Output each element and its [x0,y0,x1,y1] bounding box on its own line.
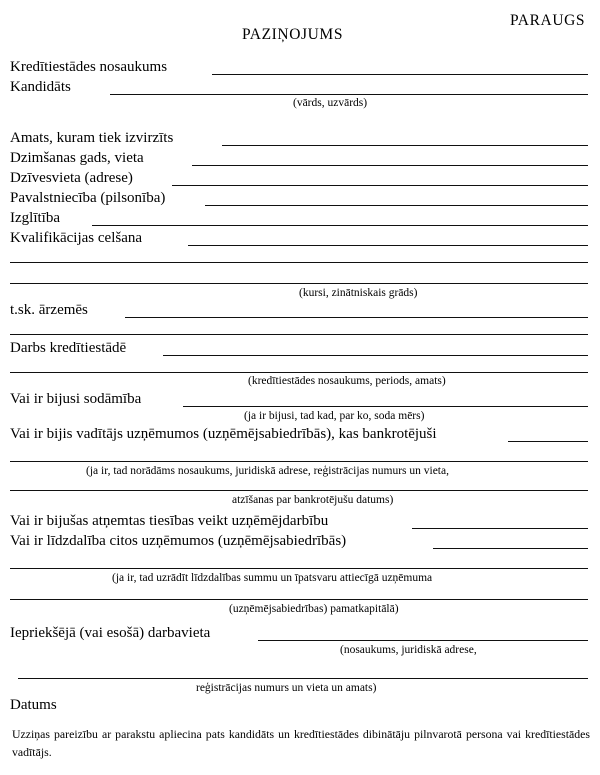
caption-participation-2: (uzņēmējsabiedrības) pamatkapitālā) [229,603,399,615]
input-institution-name[interactable] [212,74,588,75]
caption-previous-workplace-2: reģistrācijas numurs un vieta un amats) [196,682,377,694]
input-work-continued[interactable] [10,372,588,373]
label-bankrupt-manager: Vai ir bijis vadītājs uzņēmumos (uzņēmējsabiedrībās), kas bankrotējuši [10,426,437,442]
page-title: PAZIŅOJUMS [242,26,344,43]
input-candidate[interactable] [110,94,588,95]
label-residence: Dzīvesvieta (adrese) [10,170,133,186]
input-work-in-institution[interactable] [163,355,588,356]
label-abroad: t.sk. ārzemēs [10,302,88,318]
footer-statement: Uzziņas pareizību ar parakstu apliecina pats kandidāts un kredītiestādes dibinātāju pilnvarotā persona vai kredītiestādes vadītājs. [12,727,590,759]
sample-stamp: PARAUGS [510,12,586,29]
caption-previous-workplace-1: (nosaukums, juridiskā adrese, [340,644,477,656]
label-position-nominated: Amats, kuram tiek izvirzīts [10,130,174,146]
label-candidate: Kandidāts [10,79,71,95]
input-previous-workplace[interactable] [258,640,588,641]
label-institution-name: Kredītiestādes nosaukums [10,59,168,75]
input-residence[interactable] [172,185,588,186]
input-previous-workplace-continued[interactable] [18,678,588,679]
caption-criminal-record: (ja ir bijusi, tad kad, par ko, soda mērs) [244,410,425,422]
input-criminal-record[interactable] [183,406,588,407]
label-rights-revoked: Vai ir bijušas atņemtas tiesības veikt uzņēmējdarbību [10,513,329,529]
input-abroad[interactable] [125,317,588,318]
label-citizenship: Pavalstniecība (pilsonība) [10,190,166,206]
input-bankrupt-manager[interactable] [508,441,588,442]
label-work-in-institution: Darbs kredītiestādē [10,340,127,356]
caption-bankrupt-2: atzīšanas par bankrotējušu datums) [232,494,394,506]
input-education[interactable] [92,225,588,226]
label-birth-year-place: Dzimšanas gads, vieta [10,150,144,166]
label-date: Datums [10,697,57,713]
input-position-nominated[interactable] [222,145,588,146]
input-citizenship[interactable] [205,205,588,206]
label-criminal-record: Vai ir bijusi sodāmība [10,391,142,407]
caption-bankrupt-1: (ja ir, tad norādāms nosaukums, juridiskā adrese, reģistrācijas numurs un vieta, [86,465,449,477]
caption-candidate: (vārds, uzvārds) [293,97,368,109]
input-rights-revoked[interactable] [412,528,588,529]
input-abroad-continued[interactable] [10,334,588,335]
input-participation[interactable] [433,548,588,549]
caption-work: (kredītiestādes nosaukums, periods, amats) [248,375,446,387]
input-participation-continued-2[interactable] [10,599,588,600]
input-qualification-continued-2[interactable] [10,283,588,284]
caption-participation-1: (ja ir, tad uzrādīt līdzdalības summu un īpatsvaru attiecīgā uzņēmuma [112,572,433,584]
input-participation-continued-1[interactable] [10,568,588,569]
input-bankrupt-continued-1[interactable] [10,461,588,462]
label-education: Izglītība [10,210,60,226]
input-bankrupt-continued-2[interactable] [10,490,588,491]
label-previous-workplace: Iepriekšējā (vai esošā) darbavieta [10,625,211,641]
label-participation: Vai ir līdzdalība citos uzņēmumos (uzņēmējsabiedrībās) [10,533,347,549]
input-qualification[interactable] [188,245,588,246]
label-qualification: Kvalifikācijas celšana [10,230,143,246]
input-qualification-continued-1[interactable] [10,262,588,263]
caption-qualification: (kursi, zinātniskais grāds) [299,287,418,299]
input-birth-year-place[interactable] [192,165,588,166]
